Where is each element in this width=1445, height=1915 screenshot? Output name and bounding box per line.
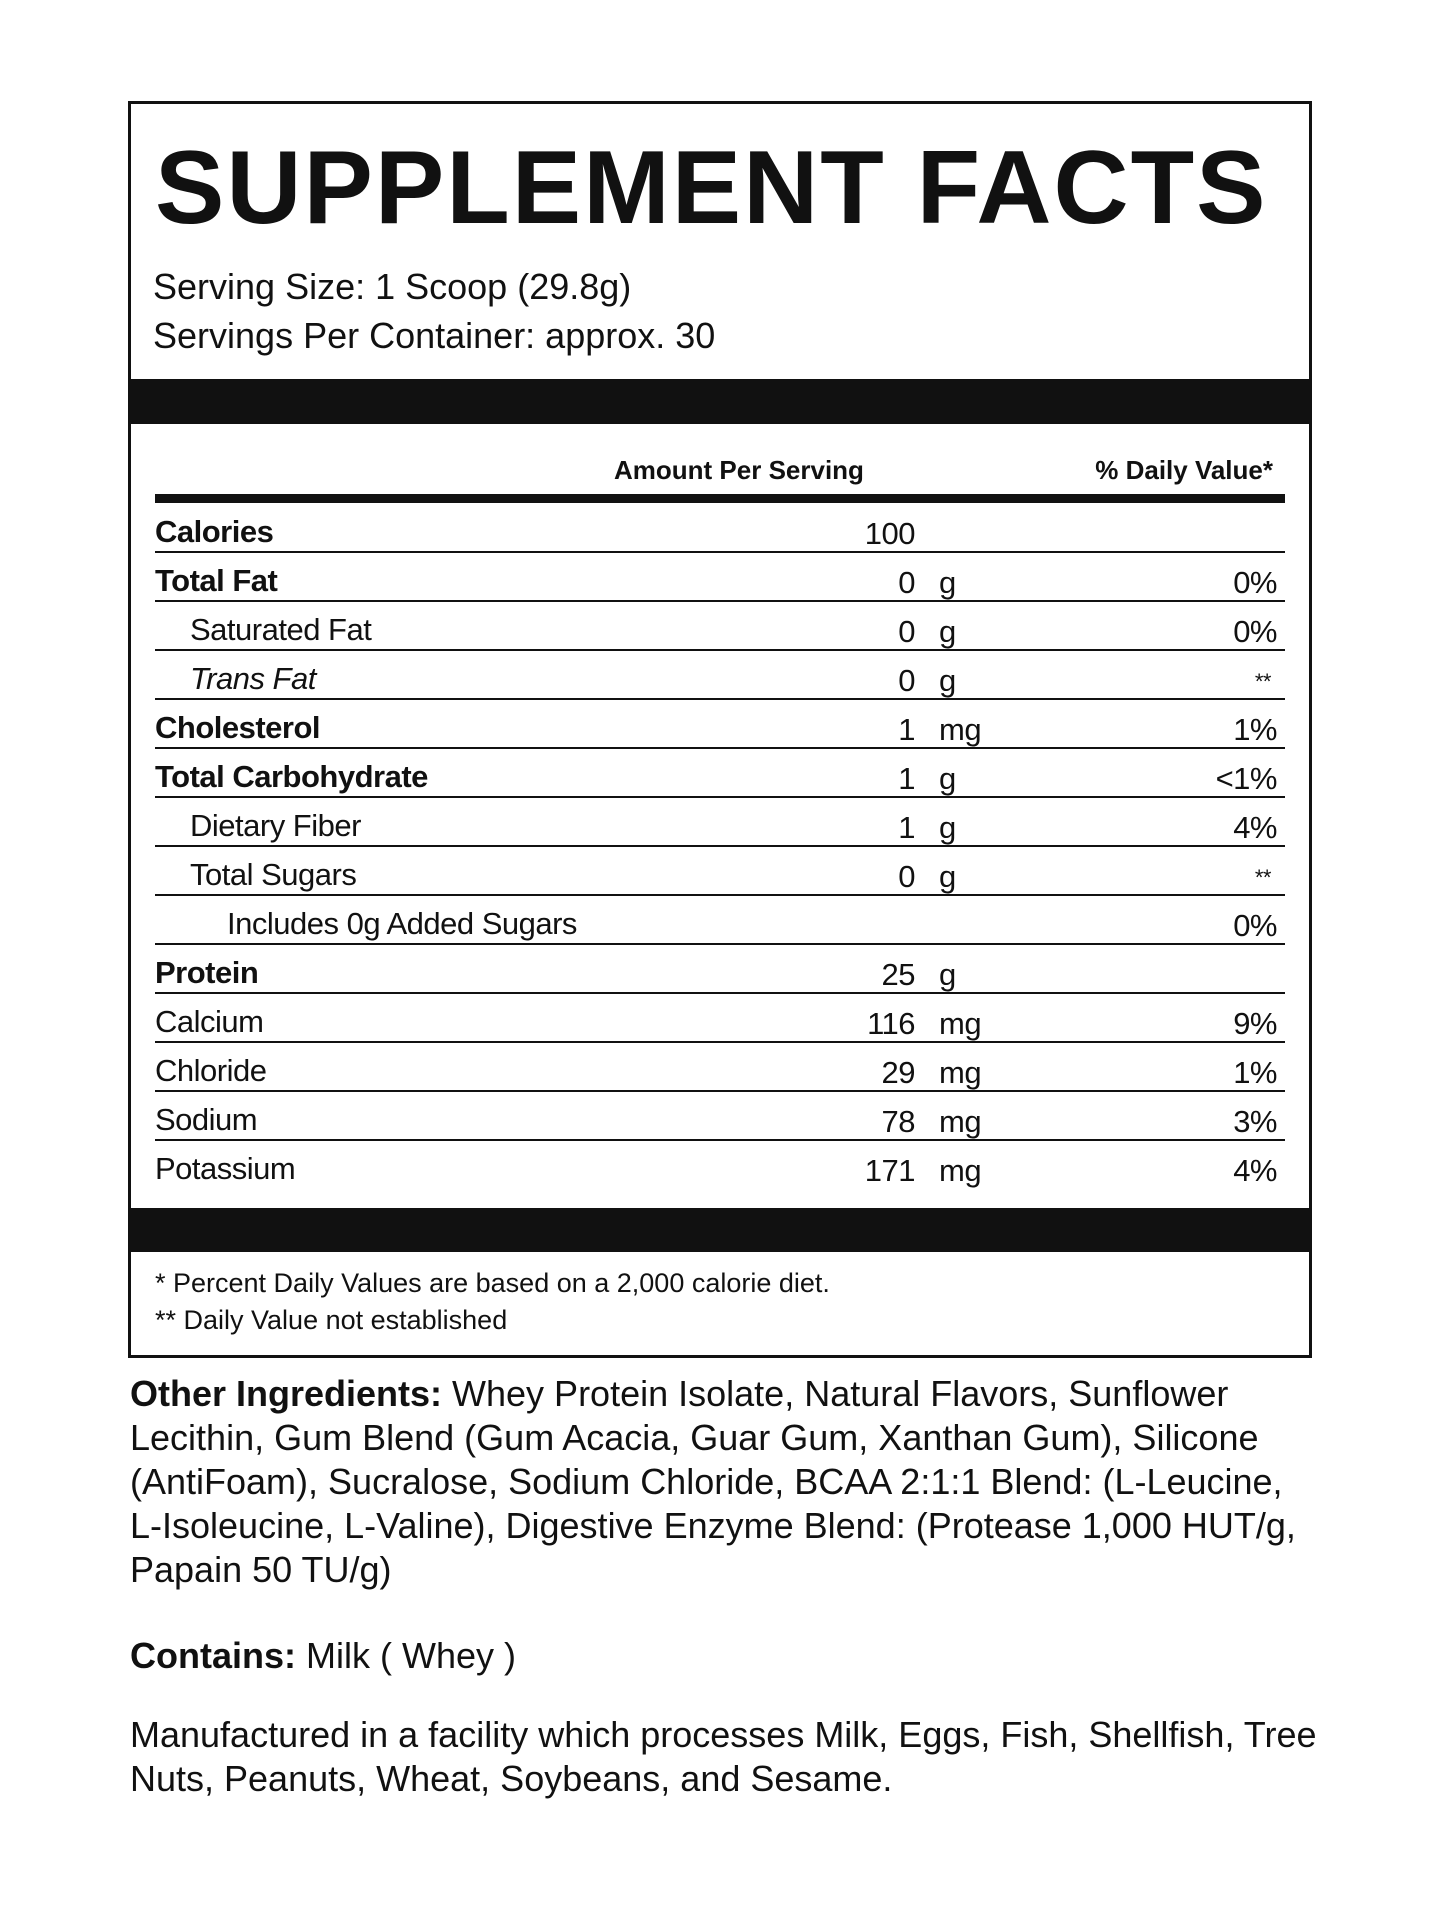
other-ingredients bbox=[130, 1372, 1320, 1592]
allergen-contains bbox=[130, 1634, 1320, 1678]
nutrient-row-chloride bbox=[155, 1043, 1285, 1092]
nutrient-daily-value: 0% bbox=[1233, 908, 1277, 943]
footnote-not-established: ** Daily Value not established bbox=[155, 1305, 508, 1335]
nutrient-unit: mg bbox=[939, 1055, 982, 1090]
nutrient-unit: g bbox=[939, 663, 956, 698]
nutrient-amount: 25 bbox=[881, 957, 915, 992]
nutrient-name: Sodium bbox=[155, 1102, 258, 1137]
nutrient-amount: 0 bbox=[898, 859, 915, 894]
nutrient-daily-value: 1% bbox=[1233, 1055, 1277, 1090]
nutrient-daily-value: 0% bbox=[1233, 614, 1277, 649]
nutrient-amount: 0 bbox=[898, 565, 915, 600]
nutrient-unit: g bbox=[939, 810, 956, 845]
nutrient-name: Cholesterol bbox=[155, 710, 321, 745]
nutrient-row-added-sugars bbox=[155, 896, 1285, 945]
nutrient-name: Calcium bbox=[155, 1004, 264, 1039]
amount-column-header: Amount Per Serving bbox=[614, 455, 864, 485]
nutrient-table bbox=[155, 504, 1285, 1188]
nutrient-row-total-sugars bbox=[155, 847, 1285, 896]
footnote-daily-values: * Percent Daily Values are based on a 2,000 calorie diet. bbox=[155, 1268, 830, 1298]
header-rule bbox=[155, 494, 1285, 503]
nutrient-name: Saturated Fat bbox=[190, 612, 372, 647]
top-divider-bar bbox=[131, 379, 1309, 424]
nutrient-name: Includes 0g Added Sugars bbox=[227, 906, 577, 941]
other-ingredients-heading: Other Ingredients: bbox=[130, 1373, 443, 1414]
nutrient-row-potassium bbox=[155, 1141, 1285, 1188]
nutrient-row-dietary-fiber bbox=[155, 798, 1285, 847]
nutrient-name: Total Fat bbox=[155, 563, 278, 598]
nutrient-row-calories bbox=[155, 504, 1285, 553]
nutrient-name: Trans Fat bbox=[190, 661, 316, 696]
nutrient-name: Total Sugars bbox=[190, 857, 357, 892]
nutrient-unit: g bbox=[939, 761, 956, 796]
nutrient-unit: g bbox=[939, 957, 956, 992]
nutrient-amount: 0 bbox=[898, 614, 915, 649]
nutrient-row-protein bbox=[155, 945, 1285, 994]
bottom-divider-bar bbox=[131, 1208, 1309, 1252]
nutrient-daily-value: 4% bbox=[1233, 1153, 1277, 1188]
nutrient-name: Dietary Fiber bbox=[190, 808, 361, 843]
nutrient-daily-value: 3% bbox=[1233, 1104, 1277, 1139]
nutrient-daily-value: 1% bbox=[1233, 712, 1277, 747]
other-ingredients-text: Whey Protein Isolate, Natural Flavors, Sunflower Lecithin, Gum Blend (Gum Acacia, Guar Gum, Xanthan Gum), Silicone (AntiFoam), Sucralose, Sodium Chloride, BCAA 2:1:1 Blend: (L-Leucine, L-Isoleucine, L-Valine), Digestive Enzyme Blend: (Protease 1,000 HUT/g, Papain 50 TU/g) bbox=[130, 1373, 1296, 1590]
nutrient-amount: 1 bbox=[898, 761, 915, 796]
facility-statement: Manufactured in a facility which processes Milk, Eggs, Fish, Shellfish, Tree Nuts, Peanuts, Wheat, Soybeans, and Sesame. bbox=[130, 1714, 1317, 1799]
servings-per-container: Servings Per Container: approx. 30 bbox=[153, 315, 716, 356]
supplement-facts-panel bbox=[128, 101, 1312, 1358]
nutrient-row-sodium bbox=[155, 1092, 1285, 1141]
nutrient-daily-value: ** bbox=[1254, 669, 1271, 694]
nutrient-row-total-fat bbox=[155, 553, 1285, 602]
contains-text: Milk ( Whey ) bbox=[296, 1635, 516, 1676]
nutrient-name: Chloride bbox=[155, 1053, 267, 1088]
nutrient-daily-value: 9% bbox=[1233, 1006, 1277, 1041]
nutrient-unit: g bbox=[939, 565, 956, 600]
nutrient-row-cholesterol bbox=[155, 700, 1285, 749]
daily-value-column-header: % Daily Value* bbox=[1095, 455, 1273, 485]
nutrient-name: Total Carbohydrate bbox=[155, 759, 428, 794]
nutrient-row-trans-fat bbox=[155, 651, 1285, 700]
nutrient-amount: 100 bbox=[864, 516, 915, 551]
nutrient-daily-value: 0% bbox=[1233, 565, 1277, 600]
nutrient-amount: 0 bbox=[898, 663, 915, 698]
nutrient-amount: 1 bbox=[898, 712, 915, 747]
nutrient-row-calcium bbox=[155, 994, 1285, 1043]
nutrient-daily-value: 4% bbox=[1233, 810, 1277, 845]
nutrient-unit: mg bbox=[939, 712, 982, 747]
nutrient-amount: 1 bbox=[898, 810, 915, 845]
nutrient-name: Potassium bbox=[155, 1151, 296, 1186]
nutrient-name: Protein bbox=[155, 955, 259, 990]
serving-size: Serving Size: 1 Scoop (29.8g) bbox=[153, 266, 632, 307]
contains-heading: Contains: bbox=[130, 1635, 296, 1676]
panel-title: SUPPLEMENT FACTS bbox=[155, 130, 1268, 246]
nutrient-unit: mg bbox=[939, 1104, 982, 1139]
nutrient-amount: 171 bbox=[864, 1153, 915, 1188]
nutrient-unit: mg bbox=[939, 1153, 982, 1188]
nutrient-row-saturated-fat bbox=[155, 602, 1285, 651]
nutrient-amount: 29 bbox=[881, 1055, 915, 1090]
nutrient-name: Calories bbox=[155, 514, 274, 549]
nutrient-daily-value: ** bbox=[1254, 865, 1271, 890]
nutrient-daily-value: <1% bbox=[1215, 761, 1277, 796]
nutrient-unit: g bbox=[939, 614, 956, 649]
nutrient-amount: 116 bbox=[867, 1006, 915, 1041]
nutrient-unit: g bbox=[939, 859, 956, 894]
nutrient-amount: 78 bbox=[881, 1104, 915, 1139]
nutrient-row-total-carbohydrate bbox=[155, 749, 1285, 798]
nutrient-unit: mg bbox=[939, 1006, 982, 1041]
